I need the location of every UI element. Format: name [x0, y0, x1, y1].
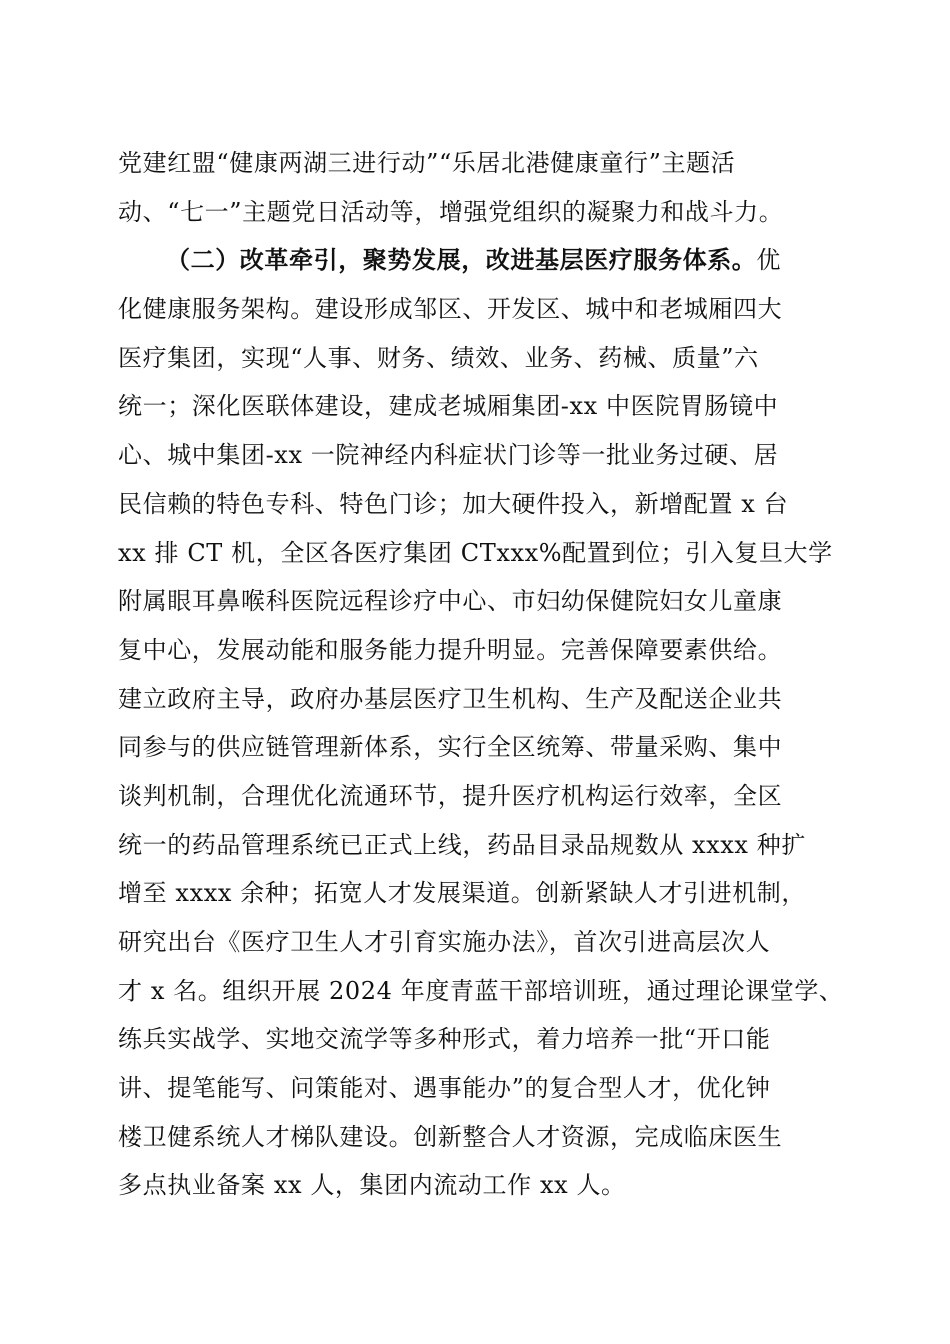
text-line-15: 统一的药品管理系统已正式上线，药品目录品规数从 xxxx 种扩 [118, 830, 806, 859]
text-line-16: 增至 xxxx 余种；拓宽人才发展渠道。创新紧缺人才引进机制， [118, 879, 806, 908]
text-line-10: 附属眼耳鼻喉科医院远程诊疗中心、市妇幼保健院妇女儿童康 [118, 587, 783, 616]
text-line-4: 化健康服务架构。建设形成邹区、开发区、城中和老城厢四大 [118, 295, 783, 324]
text-line-5: 医疗集团，实现“人事、财务、绩效、业务、药械、质量”六 [118, 343, 759, 372]
text-line-19: 练兵实战学、实地交流学等多种形式，着力培养一批“开口能 [118, 1025, 771, 1054]
text-line-3-tail: 优 [756, 246, 782, 275]
text-line-20: 讲、提笔能写、问策能对、遇事能办”的复合型人才，优化钟 [118, 1074, 771, 1103]
text-line-13: 同参与的供应链管理新体系，实行全区统筹、带量采购、集中 [118, 733, 783, 762]
text-line-6: 统一；深化医联体建设，建成老城厢集团-xx 中医院胃肠镜中 [118, 392, 779, 421]
section-heading-line [118, 236, 858, 285]
section-heading: （二）改革牵引，聚势发展，改进基层医疗服务体系。 [166, 245, 757, 275]
text-line-17: 研究出台《医疗卫生人才引育实施办法》，首次引进高层次人 [118, 928, 771, 956]
text-line-1: 党建红盟“健康两湖三进行动”“乐居北港健康童行”主题活 [118, 149, 736, 177]
document-body [118, 139, 858, 1210]
text-line-9: xx 排 CT 机，全区各医疗集团 CTxxx%配置到位；引入复旦大学 [118, 538, 833, 567]
text-line-22: 多点执业备案 xx 人，集团内流动工作 xx 人。 [118, 1171, 626, 1200]
text-line-12: 建立政府主导，政府办基层医疗卫生机构、生产及配送企业共 [118, 684, 783, 713]
text-line-14: 谈判机制，合理优化流通环节，提升医疗机构运行效率，全区 [118, 781, 783, 810]
text-line-8: 民信赖的特色专科、特色门诊；加大硬件投入，新增配置 x 台 [118, 489, 789, 518]
text-line-2: 动、“七一”主题党日活动等，增强党组织的凝聚力和战斗力。 [118, 197, 784, 226]
text-line-21: 楼卫健系统人才梯队建设。创新整合人才资源，完成临床医生 [118, 1122, 783, 1151]
text-line-18: 才 x 名。组织开展 2024 年度青蓝干部培训班，通过理论课堂学、 [118, 976, 844, 1005]
text-line-7: 心、城中集团-xx 一院神经内科症状门诊等一批业务过硬、居 [118, 441, 779, 470]
text-line-11: 复中心，发展动能和服务能力提升明显。完善保障要素供给。 [118, 635, 783, 664]
